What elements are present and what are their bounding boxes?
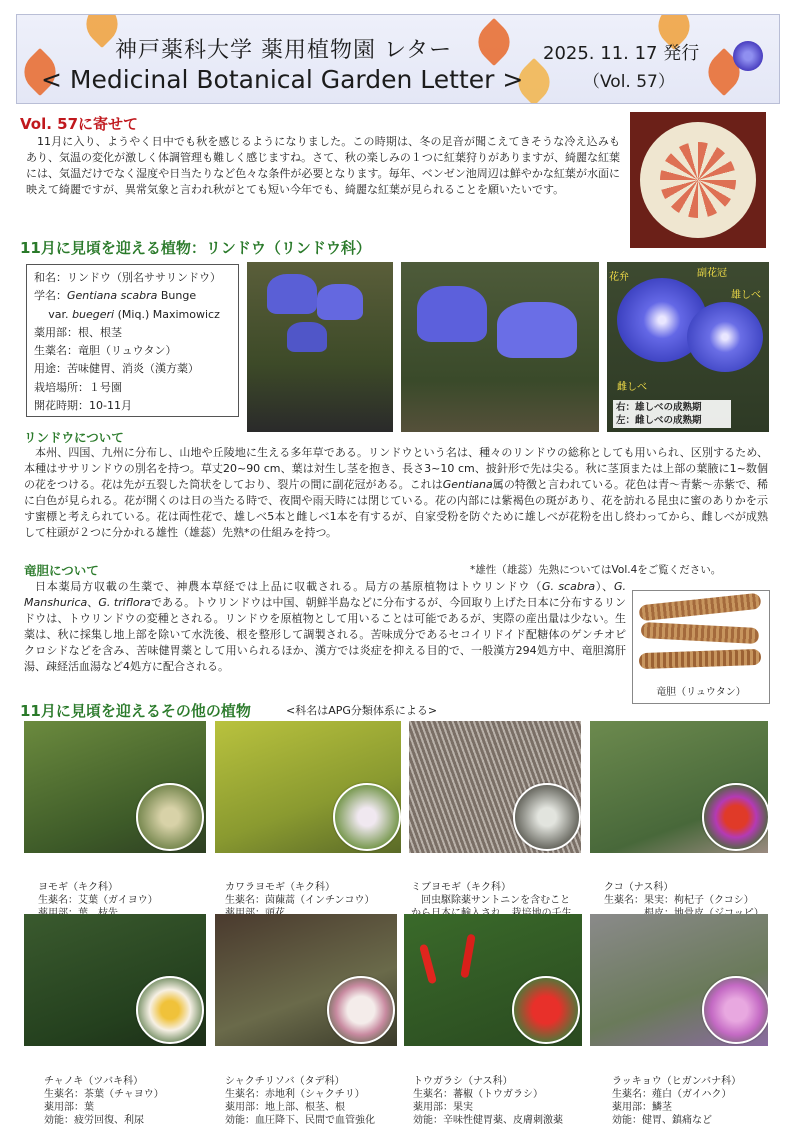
gentian-closeup-photo [607,262,769,432]
mibuyomogi-photo [409,721,581,853]
chanoki-photo [24,914,206,1046]
label-stamen: 雄しべ [731,290,761,301]
tougarashi-caption: トウガラシ（ナス科） 生薬名：蕃椒（トウガラシ） 薬用部：果実 効能：辛味性健胃薬、皮膚刺激薬 [413,1076,563,1126]
crude-heading: 竜胆について [24,563,99,578]
crude-note: *雄性（雄蕊）先熟についてはVol.4をご覧ください。 [470,564,722,576]
intro-text: 11月に入り、ようやく日中でも秋を感じるようになりました。この時期は、冬の足音が聞こえてきそうな冷え込みもあり、気温の変化が激しく体調管理も難しく感じますね。さて、秋の楽しみの１つに紅葉狩りがありますが、綺麗な紅葉には、気温だけでなく湿度や日当たりなど色々な条件が必要となります。毎年、ベンゼン池周辺は鮮やかな紅葉が水面に映えて綺麗ですが、異常気象と言われ秋がとても短い今年でも、綺麗な紅葉が見られることを願いたいです。 [26,135,620,196]
kuko-photo [590,721,768,853]
issue-volume: （Vol. 57） [583,72,675,92]
info-part: 薬用部：根、根茎 [34,325,122,339]
feature-heading: 11月に見頃を迎える植物：リンドウ（リンドウ科） [20,239,371,257]
rakkyo-photo [590,914,768,1046]
crude-drug-photo-frame [632,590,770,704]
others-heading: 11月に見頃を迎えるその他の植物 [20,702,251,720]
gentian-photo-1 [247,262,393,432]
yomogi-caption: ヨモギ（キク科） 生薬名：艾葉（ガイヨウ） [38,882,158,906]
gentian-photo-2 [401,262,599,432]
info-scientific-name: 学名：Gentiana scabra Bunge [34,289,197,303]
chanoki-caption: チャノキ（ツバキ科） 生薬名：茶葉（チャヨウ） 薬用部：葉 効能：疲労回復、利尿 [44,1076,164,1126]
label-crown: 副花冠 [697,268,727,279]
intro-heading: Vol. 57に寄せて [20,115,139,133]
label-pistil: 雌しべ [617,382,647,393]
shakuchirisoba-caption: シャクチリソバ（タデ科） 生薬名：赤地利（シャクチリ） 薬用部：地上部、根茎、根 効能：血圧降下、民間で血管強化 [225,1076,375,1126]
crude-photo-caption: 竜胆（リュウタン） [656,687,746,698]
kawarayomogi-photo [215,721,401,853]
about-heading: リンドウについて [24,430,124,445]
info-scientific-var: var. buegeri (Miq.) Maximowicz [48,307,220,321]
info-season: 開花時期：10-11月 [34,399,132,413]
shakuchirisoba-photo [215,914,397,1046]
newsletter-title-en: < Medicinal Botanical Garden Letter > [41,65,524,94]
gentian-flower-icon [733,41,763,71]
autumn-leaves-plate-photo [630,112,766,248]
rakkyo-caption: ラッキョウ（ヒガンバナ科） 生薬名：薤白（ガイハク） 薬用部：鱗茎 効能：健胃、鎮痛など [612,1076,742,1126]
header-banner [16,14,780,104]
crude-text: 日本薬局方収載の生薬で、神農本草経では上品に収載される。局方の基原植物はトウリンドウ（G. scabra）、G. Manshurica、G. trifloraである。トウリンドウは中国、朝鮮半島などに分布するが、今回取り上げた日本に分布するリンドウは、トウリンドウの変種とされる。リンドウを原植物として用いることは可能であるが、実際の産出量は少ない。生薬は、秋に採集し地上部を除いて水洗後、根を整形して調製される。苦味成分であるセコイリドイド配糖体のゲンチオピクロシドなどを含み、苦味健胃薬として用いられるほか、漢方では炎症を抑える目的で、一般漢方294処方中、竜胆瀉肝湯、疎経活血湯など4処方に配合される。 [24,580,627,673]
tougarashi-photo [404,914,582,1046]
maple-leaf-icon [470,18,518,66]
issue-date: 2025. 11. 17 発行 [543,43,700,64]
kuko-caption: クコ（ナス科） 生薬名：果実：枸杞子（クコシ） [604,882,754,906]
yomogi-photo [24,721,206,853]
maturity-legend: 右：雄しべの成熟期 左：雌しべの成熟期 [613,400,731,428]
label-petal: 花弁 [609,272,629,283]
plant-info-box [26,264,239,417]
newsletter-title-jp: 神戸薬科大学 薬用植物園 レター [115,38,453,63]
info-wamei: 和名：リンドウ（別名ササリンドウ） [34,271,221,284]
kawarayomogi-caption: カワラヨモギ（キク科） 生薬名：茵蔯蒿（インチンコウ） [225,882,375,906]
about-text: 本州、四国、九州に分布し、山地や丘陵地に生える多年草である。リンドウという名は、種々のリンドウの総称としても用いられ、区別するため、本種はササリンドウの別名を持つ。草丈20~90 cm、葉は対生し茎を抱き、長さ3~10 cm、披針形で先は尖る。秋に茎頂または上部の葉腋に1~数個の花をつける。花は先が五裂した筒状をしており、裂片の間に副花冠がある。これはGentiana属の特徴と言われている。花色は青～青紫～赤紫で、稀に白色が見られる。花が開くのは日の当たる時で、夜間や雨天時には閉じている。花の内部には紫褐色の斑があり、花を訪れる昆虫に蜜のありかを示す蜜標と考えられている。花は両性花で、雄しべ5本と雌しべ1本を有するが、自家受粉を防ぐために雄しべが花粉を出し終わってから、雌しべが成熟して柱頭が２つに分かれる雄性（雄蕊）先熟*の仕組みを持つ。 [24,446,769,539]
info-place: 栽培場所：１号園 [34,380,122,394]
info-crude: 生薬名：竜胆（リュウタン） [34,344,177,358]
info-use: 用途：苦味健胃、消炎（漢方薬） [34,362,199,376]
mibuyomogi-caption: ミブヨモギ（キク科） 回虫駆除薬サントニンを含むこと [411,882,571,906]
others-subheading: <科名はAPG分類体系による> [286,704,438,717]
